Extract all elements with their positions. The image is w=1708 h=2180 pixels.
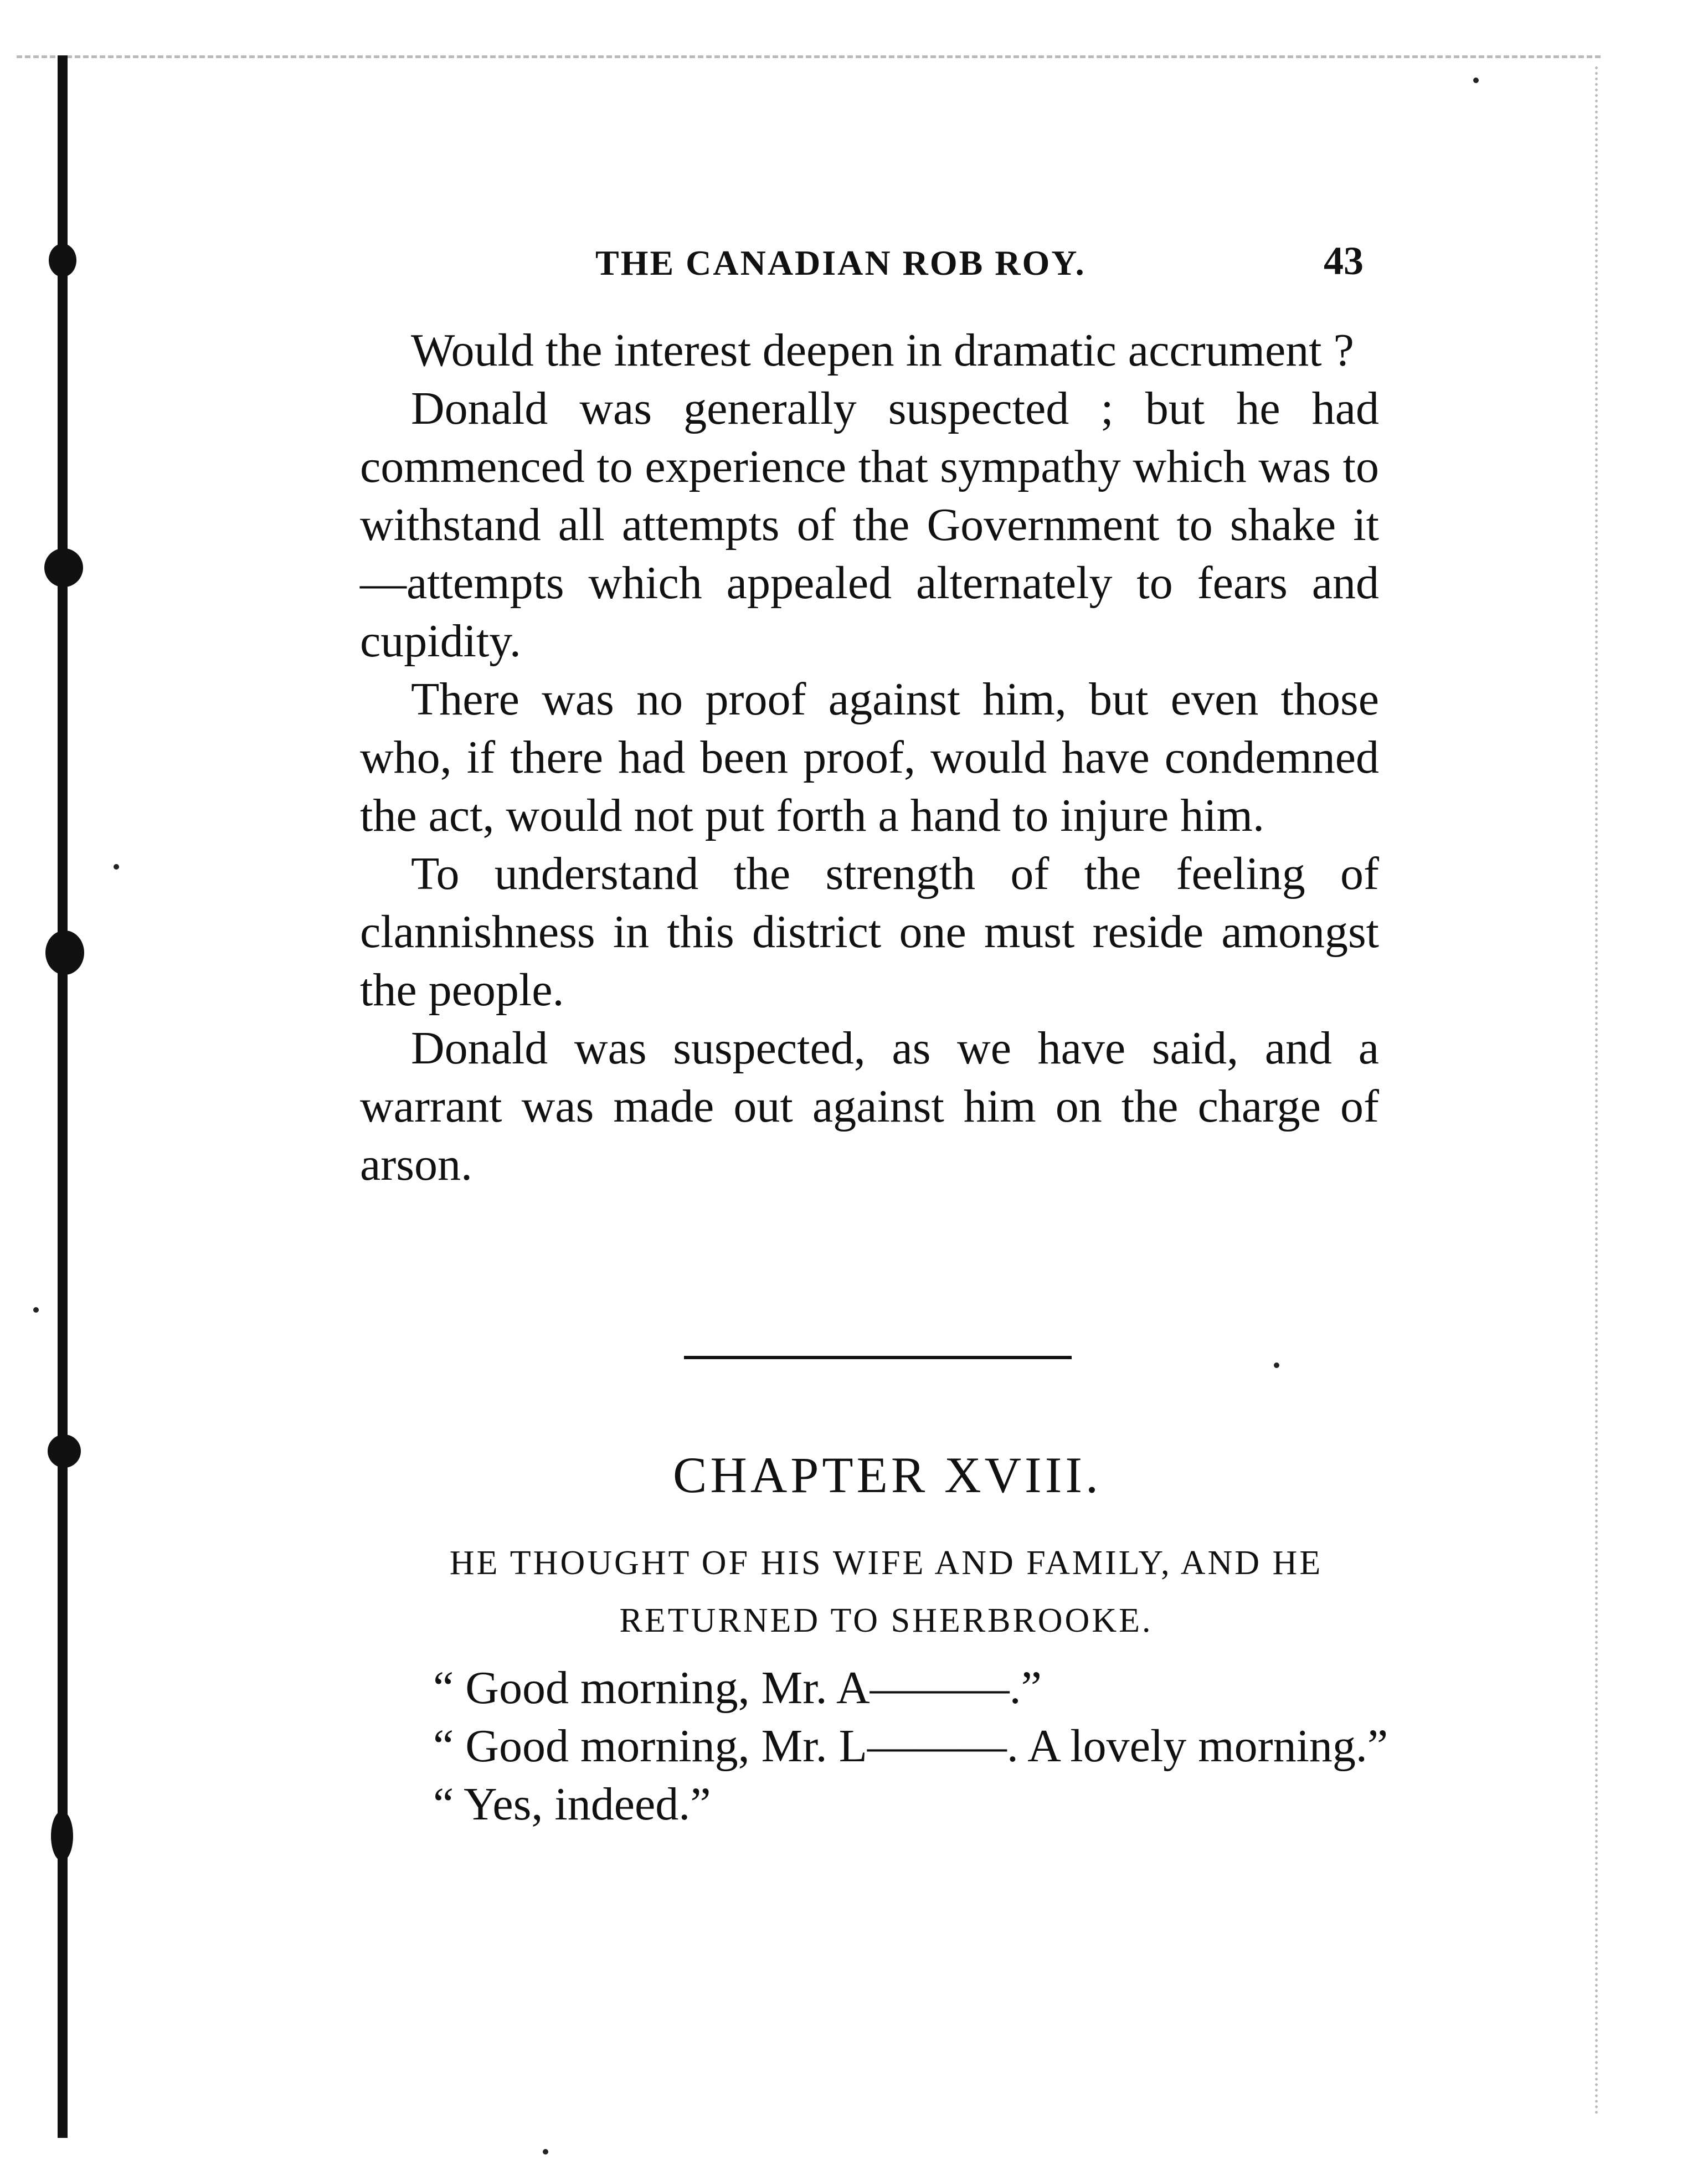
scan-speck: [114, 864, 119, 870]
paragraph: There was no proof against him, but even those who, if there had been proof, would have condemned the act, would not put forth a hand to injure him.: [360, 673, 1379, 841]
body-text-after-chapter: [382, 1659, 1396, 1833]
chapter-subtitle: HE THOUGHT OF HIS WIFE AND FAMILY, AND HE RETURNED TO SHERBROOKE.: [449, 1544, 1323, 1639]
scan-speck: [33, 1307, 39, 1313]
page-number: 43: [1324, 239, 1364, 283]
scan-top-edge: [17, 55, 1601, 58]
paragraph: “ Good morning, Mr. A———.”: [433, 1662, 1042, 1714]
paragraph: Donald was suspected, as we have said, and a warrant was made out against him on the charge of arson.: [360, 1022, 1379, 1190]
binding-knot: [44, 548, 83, 587]
scan-speck: [543, 2149, 548, 2155]
scan-right-edge: [1595, 66, 1598, 2116]
paragraph: Would the interest deepen in dramatic accrument ?: [411, 325, 1354, 376]
paragraph: To understand the strength of the feeling of clannishness in this district one must reside amongst the people.: [360, 848, 1379, 1016]
running-head-title: THE CANADIAN ROB ROY.: [595, 243, 1086, 282]
paragraph: “ Good morning, Mr. L———. A lovely morning.”: [433, 1720, 1388, 1772]
binding-knot: [49, 244, 76, 277]
scan-speck: [1274, 1362, 1279, 1368]
binding-knot: [51, 1811, 73, 1861]
body-text-before-break: [360, 321, 1379, 1194]
paragraph: Donald was generally suspected ; but he had commenced to experience that sympathy which was to withstand all attempts of the Government to shake it—attempts which appealed alternately to fears and cupidity.: [360, 383, 1379, 667]
scan-speck: [1473, 78, 1479, 83]
paragraph: “ Yes, indeed.”: [433, 1778, 711, 1830]
binding-knot: [45, 930, 84, 975]
section-divider-rule: [684, 1356, 1072, 1359]
chapter-title: CHAPTER XVIII.: [673, 1447, 1102, 1503]
